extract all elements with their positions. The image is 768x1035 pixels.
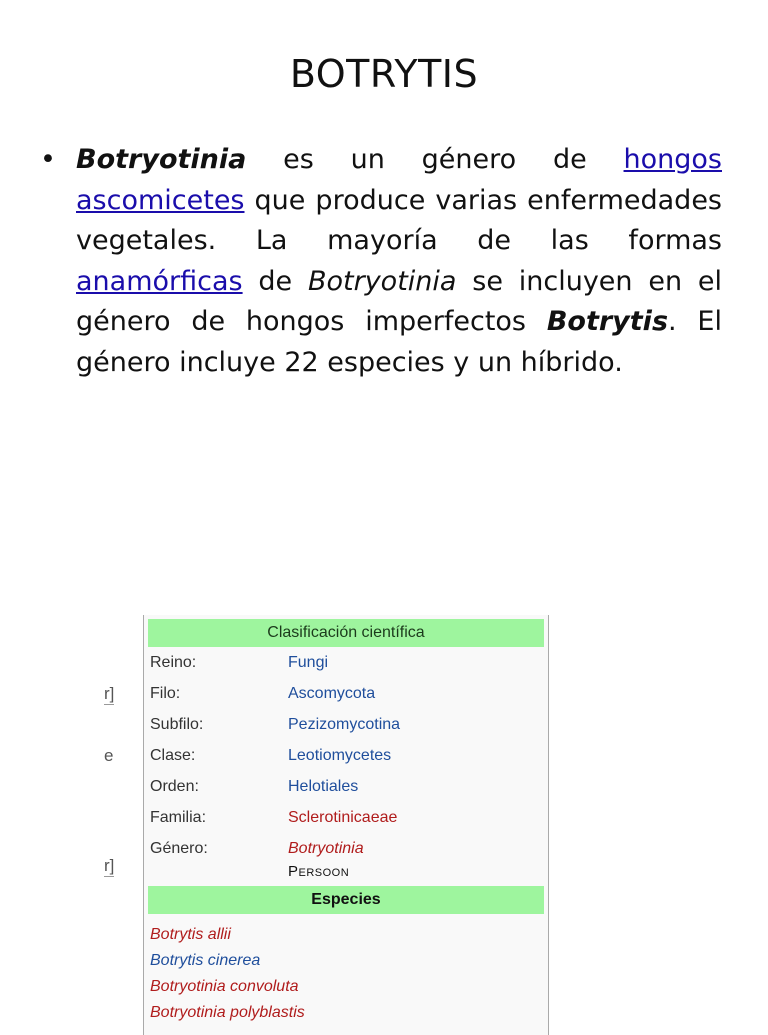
species-item[interactable]: Botrytis allii bbox=[150, 926, 231, 943]
species-header: Especies bbox=[148, 886, 544, 914]
term-botrytis: Botrytis bbox=[546, 306, 669, 337]
fragment-letter: e bbox=[104, 746, 114, 765]
taxobox-row-reino bbox=[144, 647, 548, 678]
link-hongos-ascomicetes[interactable]: hongos ascomicetes bbox=[76, 144, 722, 216]
taxobox-header: Clasificación científica bbox=[148, 619, 544, 647]
fragment-bracket: r] bbox=[104, 856, 115, 875]
taxobox bbox=[143, 615, 549, 1035]
taxobox-row-familia bbox=[144, 802, 548, 833]
row-label[interactable]: Género: bbox=[150, 840, 208, 857]
species-item[interactable]: Botryotinia polyblastis bbox=[150, 1004, 305, 1021]
taxobox-row-clase bbox=[144, 740, 548, 771]
cropped-fragments bbox=[104, 612, 124, 912]
row-value[interactable]: Helotiales bbox=[288, 778, 359, 795]
text-segment: . El género incluye 22 especies y un híbrido. bbox=[76, 306, 722, 378]
row-value[interactable]: Fungi bbox=[288, 654, 329, 671]
row-label[interactable]: Orden: bbox=[150, 778, 199, 795]
row-value[interactable]: Botryotinia bbox=[288, 840, 364, 857]
row-label[interactable]: Filo: bbox=[150, 685, 181, 702]
bullet-dot: • bbox=[40, 144, 56, 175]
slide-title: BOTRYTIS bbox=[289, 52, 479, 96]
row-value[interactable]: Sclerotinicaeae bbox=[288, 809, 398, 826]
species-item[interactable]: Botrytis cinerea bbox=[150, 952, 261, 969]
text-segment: que produce varias enfermedades vegetales. La mayoría de las formas bbox=[76, 184, 722, 256]
species-list bbox=[144, 922, 548, 1026]
taxobox-row-author bbox=[144, 864, 548, 886]
species-item[interactable]: Botryotinia convoluta bbox=[150, 978, 299, 995]
row-label: Reino: bbox=[150, 654, 197, 671]
term-botryotinia-italic: Botryotinia bbox=[307, 265, 457, 297]
taxobox-row-subfilo bbox=[144, 709, 548, 740]
text-segment: se incluyen en el género de hongos imperfectos bbox=[76, 265, 722, 337]
genus-author: Persoon bbox=[288, 863, 350, 880]
row-value[interactable]: Ascomycota bbox=[288, 685, 376, 702]
bullet-text bbox=[76, 140, 722, 383]
bullet-paragraph bbox=[40, 140, 722, 383]
row-value[interactable]: Pezizomycotina bbox=[288, 716, 401, 733]
fragment-bracket: r] bbox=[104, 684, 115, 703]
term-botryotinia: Botryotinia bbox=[76, 144, 247, 175]
row-label: Subfilo: bbox=[150, 716, 204, 733]
text-segment: de bbox=[242, 265, 308, 297]
taxobox-row-orden bbox=[144, 771, 548, 802]
link-anamorficas[interactable]: anamórficas bbox=[76, 265, 243, 297]
row-value[interactable]: Leotiomycetes bbox=[288, 747, 392, 764]
row-label[interactable]: Familia: bbox=[150, 809, 207, 826]
taxobox-row-filo bbox=[144, 678, 548, 709]
row-label[interactable]: Clase: bbox=[150, 747, 196, 764]
text-segment: es un género de bbox=[246, 144, 624, 175]
